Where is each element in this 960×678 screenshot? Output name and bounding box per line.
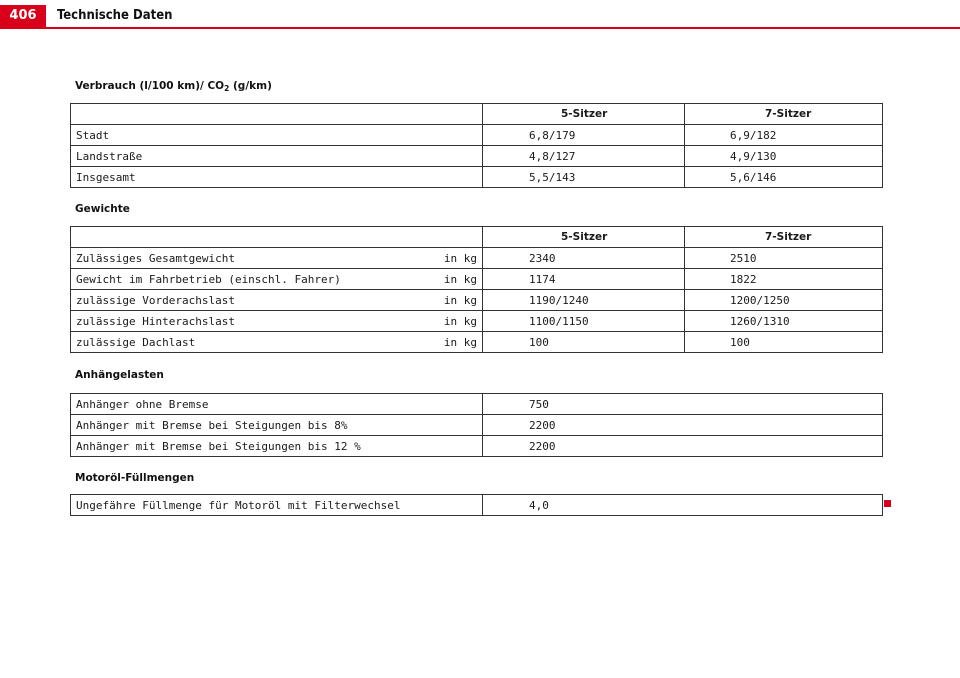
row-label: Insgesamt	[71, 167, 483, 188]
row-label: zulässige Vorderachslast	[76, 293, 235, 307]
value-5: 1174	[483, 269, 685, 290]
value-7: 2510	[685, 248, 883, 269]
value-5: 2340	[483, 248, 685, 269]
value-5: 5,5/143	[483, 167, 685, 188]
header-rule	[0, 27, 960, 29]
row-unit: in kg	[443, 293, 477, 307]
row-label: Ungefähre Füllmenge für Motoröl mit Filterwechsel	[71, 495, 483, 516]
consumption-table	[70, 103, 883, 188]
row-label: zulässige Dachlast	[76, 335, 196, 349]
oil-title: Motoröl-Füllmengen	[75, 472, 195, 484]
consumption-title	[75, 80, 272, 93]
row-value: 750	[483, 394, 883, 415]
value-5: 6,8/179	[483, 125, 685, 146]
value-7: 6,9/182	[685, 125, 883, 146]
row-label-cell	[71, 311, 483, 332]
oil-table	[70, 494, 883, 516]
value-7: 1200/1250	[685, 290, 883, 311]
row-label: Stadt	[71, 125, 483, 146]
table-row	[71, 495, 883, 516]
row-value: 2200	[483, 436, 883, 457]
value-7: 100	[685, 332, 883, 353]
value-5: 1190/1240	[483, 290, 685, 311]
row-label: Gewicht im Fahrbetrieb (einschl. Fahrer)	[76, 272, 341, 286]
consumption-title-sub: 2	[224, 84, 230, 93]
row-label-cell	[71, 248, 483, 269]
section-end-marker	[884, 500, 891, 507]
table-row	[71, 248, 883, 269]
table-row	[71, 394, 883, 415]
header-5-sitzer: 5-Sitzer	[483, 104, 685, 125]
row-label: Anhänger mit Bremse bei Steigungen bis 12 %	[71, 436, 483, 457]
row-unit: in kg	[443, 251, 477, 265]
header-cell	[71, 227, 483, 248]
row-value: 4,0	[483, 495, 883, 516]
trailer-title: Anhängelasten	[75, 369, 164, 381]
table-header-row	[71, 104, 883, 125]
row-label-cell	[71, 332, 483, 353]
row-unit: in kg	[443, 335, 477, 349]
page-header	[0, 0, 960, 30]
row-unit: in kg	[443, 314, 477, 328]
consumption-title-tail: (g/km)	[229, 80, 272, 92]
trailer-table	[70, 393, 883, 457]
value-7: 4,9/130	[685, 146, 883, 167]
weights-title: Gewichte	[75, 203, 130, 215]
header-7-sitzer: 7-Sitzer	[685, 104, 883, 125]
row-label: Zulässiges Gesamtgewicht	[76, 251, 235, 265]
consumption-title-main: Verbrauch (l/100 km)/ CO	[75, 80, 225, 92]
table-row	[71, 290, 883, 311]
value-5: 100	[483, 332, 685, 353]
table-row	[71, 311, 883, 332]
row-label: zulässige Hinterachslast	[76, 314, 235, 328]
row-label: Anhänger mit Bremse bei Steigungen bis 8%	[71, 415, 483, 436]
table-row	[71, 436, 883, 457]
header-7-sitzer: 7-Sitzer	[685, 227, 883, 248]
row-label: Anhänger ohne Bremse	[71, 394, 483, 415]
value-5: 4,8/127	[483, 146, 685, 167]
row-value: 2200	[483, 415, 883, 436]
row-label-cell	[71, 269, 483, 290]
page-number: 406	[0, 5, 46, 27]
weights-table	[70, 226, 883, 353]
row-label: Landstraße	[71, 146, 483, 167]
table-row	[71, 332, 883, 353]
row-label-cell	[71, 290, 483, 311]
table-row	[71, 125, 883, 146]
value-7: 1260/1310	[685, 311, 883, 332]
value-7: 5,6/146	[685, 167, 883, 188]
table-header-row	[71, 227, 883, 248]
table-row	[71, 415, 883, 436]
header-cell	[71, 104, 483, 125]
table-row	[71, 269, 883, 290]
value-7: 1822	[685, 269, 883, 290]
table-row	[71, 167, 883, 188]
table-row	[71, 146, 883, 167]
row-unit: in kg	[443, 272, 477, 286]
value-5: 1100/1150	[483, 311, 685, 332]
running-title: Technische Daten	[57, 8, 173, 23]
header-5-sitzer: 5-Sitzer	[483, 227, 685, 248]
